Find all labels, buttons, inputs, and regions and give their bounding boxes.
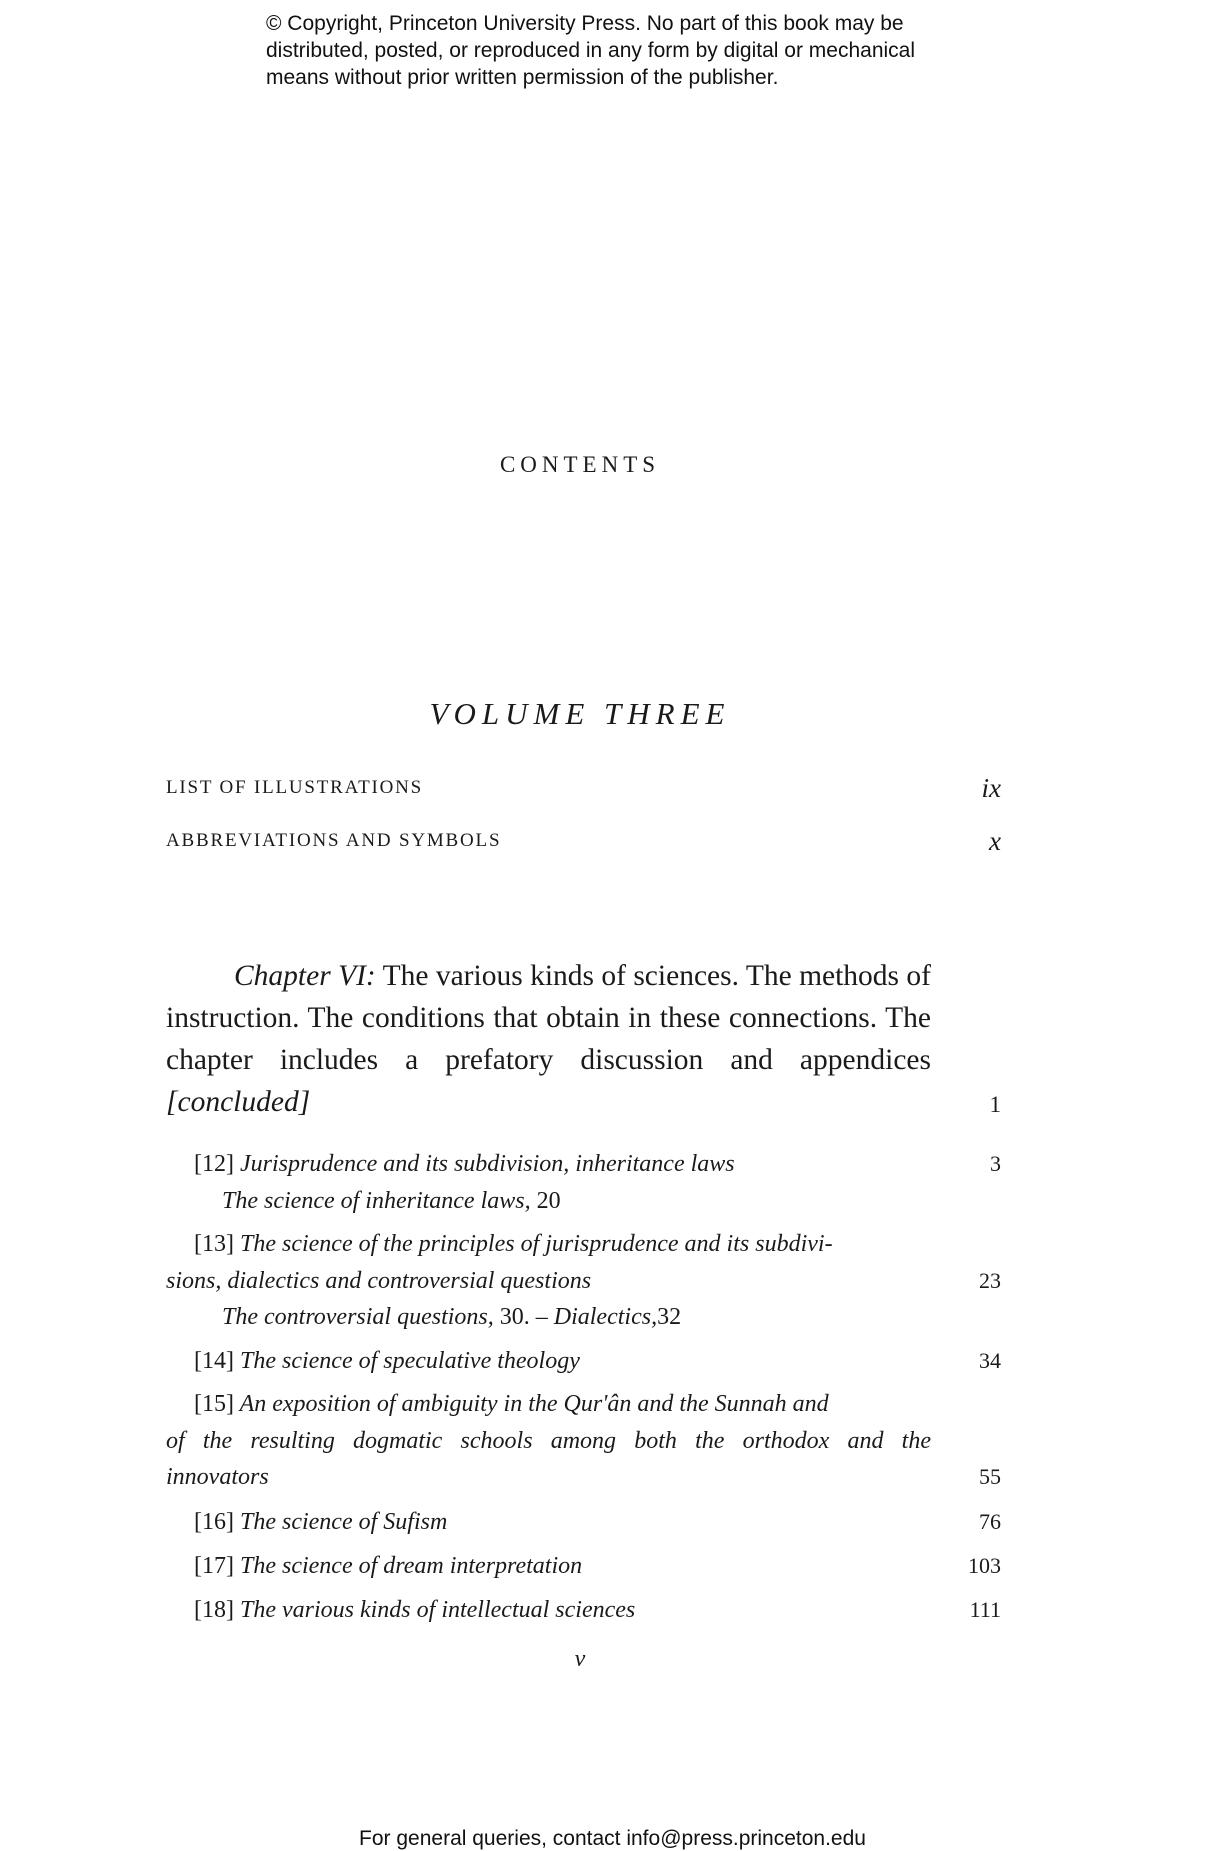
chapter-heading[interactable] — [166, 955, 931, 1123]
toc-entry-13[interactable] — [166, 1226, 1001, 1336]
section-title-line-1: The science of the principles of jurisprudence and its subdivi- — [239, 1231, 833, 1257]
copyright-line-1: © Copyright, Princeton University Press. No part of this book may be — [266, 12, 904, 35]
copyright-notice — [266, 10, 986, 91]
front-matter-abbreviations[interactable] — [166, 826, 1001, 856]
section-number: [17] — [194, 1553, 234, 1579]
section-page: 76 — [979, 1509, 1001, 1534]
toc-entry-17[interactable] — [166, 1548, 1001, 1585]
section-title: The science of speculative theology — [239, 1348, 580, 1374]
section-number: [13] — [194, 1231, 234, 1257]
subsection-page: 30. — [499, 1304, 530, 1330]
section-number: [14] — [194, 1348, 234, 1374]
section-title: The science of dream interpretation — [239, 1553, 583, 1579]
subsection-page: 20 — [536, 1187, 561, 1214]
toc-entry-12[interactable] — [166, 1146, 1001, 1219]
contents-heading: CONTENTS — [499, 452, 661, 477]
front-matter-page: ix — [981, 773, 1001, 803]
section-number: [15] — [194, 1391, 234, 1417]
subsection-title: – Dialectics, — [535, 1304, 658, 1330]
chapter-label: Chapter VI: — [234, 960, 376, 992]
subsection-page: 32 — [657, 1304, 682, 1330]
subsection-title: The science of inheritance laws, — [222, 1187, 531, 1214]
front-matter-illustrations[interactable] — [166, 773, 1001, 803]
page-folio: v — [574, 1646, 586, 1672]
section-number: [12] — [194, 1151, 234, 1177]
toc-entry-18[interactable] — [166, 1592, 1001, 1629]
front-matter-page: x — [989, 826, 1001, 856]
chapter-text: The various kinds of sciences. The methods of instruction. The conditions that obtain in these connections. The chapter includes a prefatory discussion and appendices — [166, 960, 931, 1076]
section-number: [18] — [194, 1597, 234, 1623]
toc-entry-15[interactable] — [166, 1386, 1001, 1496]
toc-entry-14[interactable] — [166, 1343, 1001, 1380]
section-title-line-1: An exposition of ambiguity in the Qur'ân and the Sunnah and — [239, 1391, 829, 1417]
section-page: 3 — [990, 1151, 1001, 1176]
section-page: 55 — [979, 1464, 1001, 1489]
section-title: The science of Sufism — [239, 1509, 448, 1535]
chapter-page-number: 1 — [989, 1092, 1001, 1117]
section-title: Jurisprudence and its subdivision, inheritance laws — [239, 1151, 735, 1177]
section-title-line-2: sions, dialectics and controversial questions — [166, 1267, 592, 1294]
toc-entry-16[interactable] — [166, 1504, 1001, 1541]
section-title: The various kinds of intellectual sciences — [239, 1597, 636, 1623]
section-title-line-2: of the resulting dogmatic schools among both the orthodox and the — [166, 1427, 931, 1454]
chapter-concluded: [concluded] — [166, 1086, 311, 1118]
front-matter-label: LIST OF ILLUSTRATIONS — [166, 777, 424, 798]
copyright-line-3: means without prior written permission of the publisher. — [266, 66, 779, 89]
section-number: [16] — [194, 1509, 234, 1535]
subsection-title: The controversial questions, — [222, 1304, 494, 1330]
section-page: 103 — [968, 1553, 1001, 1578]
section-page: 34 — [979, 1348, 1001, 1373]
volume-heading: VOLUME THREE — [429, 696, 731, 731]
section-page: 23 — [979, 1267, 1001, 1293]
front-matter-label: ABBREVIATIONS AND SYMBOLS — [166, 830, 502, 851]
copyright-line-2: distributed, posted, or reproduced in any form by digital or mechanical — [266, 39, 916, 62]
footer-contact: For general queries, contact info@press.princeton.edu — [359, 1827, 866, 1850]
section-page: 111 — [969, 1597, 1001, 1622]
section-title-line-3: innovators — [166, 1464, 269, 1490]
